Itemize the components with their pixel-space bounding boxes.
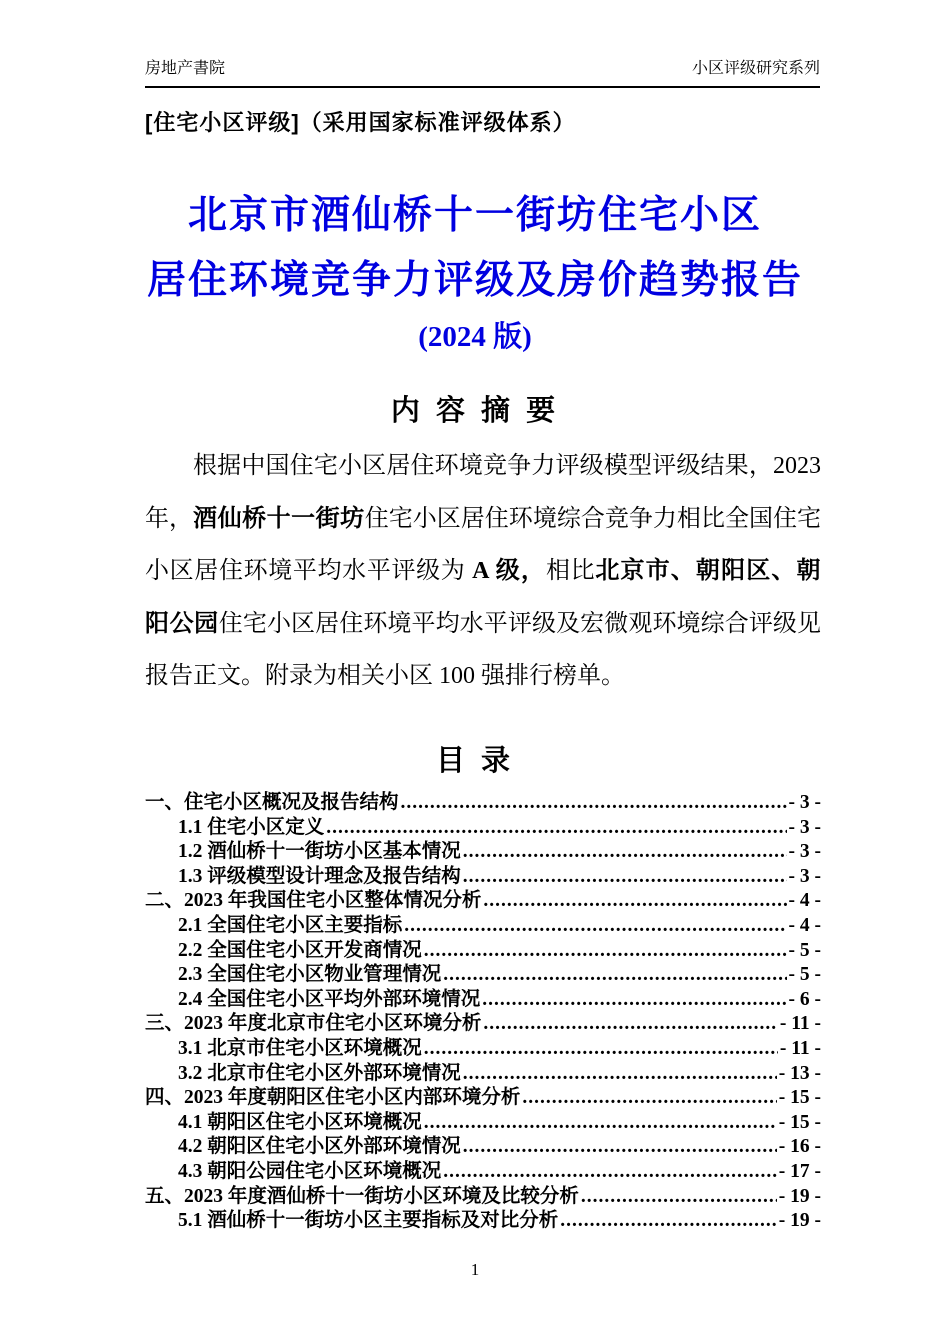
toc-dot-leader: [443, 964, 786, 986]
toc-item-label: 5.1 酒仙桥十一街坊小区主要指标及对比分析: [178, 1210, 559, 1232]
page-number: 1: [470, 1260, 480, 1279]
toc-item: [145, 1007, 821, 1035]
toc-item-label: 1.3 评级模型设计理念及报告结构: [178, 865, 461, 887]
toc-dot-leader: [560, 1210, 776, 1232]
toc-dot-leader: [424, 940, 787, 962]
toc-item-page: - 15 -: [778, 1111, 821, 1133]
toc-item: [145, 786, 821, 811]
toc-item-page: - 15 -: [778, 1087, 821, 1109]
toc-item-label: 3.2 北京市住宅小区外部环境情况: [178, 1062, 461, 1084]
summary-heading: 内 容 摘 要: [390, 395, 560, 427]
toc-item: [145, 884, 821, 912]
toc-item-page: - 3 -: [788, 816, 821, 838]
toc-item-label: 五、2023 年度酒仙桥十一街坊小区环境及比较分析: [145, 1185, 579, 1207]
toc-item-label: 2.3 全国住宅小区物业管理情况: [178, 964, 442, 986]
toc-dot-leader: [483, 890, 786, 912]
toc-item-page: - 5 -: [788, 964, 821, 986]
toc-item-page: - 11 -: [779, 1037, 821, 1059]
toc-item: [145, 1057, 821, 1082]
running-header: [145, 58, 820, 88]
toc-item: [145, 909, 821, 934]
toc-item-label: 4.3 朝阳公园住宅小区环境概况: [178, 1160, 442, 1182]
toc-item-page: - 5 -: [788, 939, 821, 961]
toc-item-label: 1.1 住宅小区定义: [178, 816, 325, 838]
report-title-line2: 居住环境竞争力评级及房价趋势报告: [146, 259, 803, 302]
toc-item: [145, 835, 821, 863]
toc-item: [145, 1081, 821, 1109]
toc-item-page: - 19 -: [778, 1185, 821, 1207]
toc-list: [145, 786, 821, 1232]
toc-item: [145, 958, 821, 986]
toc-item-label: 二、2023 年我国住宅小区整体情况分析: [145, 890, 482, 912]
toc-item: [145, 934, 821, 959]
toc-item: [145, 1106, 821, 1131]
summary-bold-text: 酒仙桥十一街坊: [193, 505, 365, 532]
toc-item-label: 1.2 酒仙桥十一街坊小区基本情况: [178, 841, 461, 863]
toc-item-label: 2.4 全国住宅小区平均外部环境情况: [178, 988, 481, 1010]
toc-item: [145, 811, 821, 836]
toc-item: [145, 1180, 821, 1205]
summary-text: 住宅小区居住环境平均水平评级及宏微观环境综合评级见报告正文。附录为相关小区 100 强排行榜单。: [145, 610, 822, 689]
toc-item: [145, 1204, 821, 1232]
toc-item-label: 3.1 北京市住宅小区环境概况: [178, 1037, 422, 1059]
header-left-text: 房地产書院: [145, 60, 226, 77]
report-edition: (2024 版): [418, 321, 532, 353]
toc-dot-leader: [522, 1087, 776, 1109]
summary-paragraph: [145, 440, 821, 703]
toc-item-label: 4.1 朝阳区住宅小区环境概况: [178, 1111, 422, 1133]
toc-item-page: - 13 -: [778, 1062, 821, 1084]
toc-item-page: - 6 -: [788, 988, 821, 1010]
toc-heading: 目 录: [435, 745, 515, 777]
toc-item-label: 2.2 全国住宅小区开发商情况: [178, 939, 422, 961]
toc-dot-leader: [424, 1038, 778, 1060]
toc-item-page: - 4 -: [788, 914, 821, 936]
toc-dot-leader: [463, 1136, 777, 1158]
toc-item-label: 三、2023 年度北京市住宅小区环境分析: [145, 1013, 482, 1035]
report-title-line1: 北京市酒仙桥十一街坊住宅小区: [187, 194, 762, 237]
toc-dot-leader: [581, 1186, 777, 1208]
header-right-text: 小区评级研究系列: [691, 60, 820, 77]
summary-bold-text: A 级，: [472, 558, 547, 584]
toc-dot-leader: [424, 1112, 777, 1134]
toc-item-page: - 4 -: [788, 890, 821, 912]
toc-item-page: - 17 -: [778, 1160, 821, 1182]
toc-item-label: 一、住宅小区概况及报告结构: [145, 792, 399, 813]
toc-item: [145, 983, 821, 1008]
toc-dot-leader: [404, 915, 786, 937]
toc-dot-leader: [483, 1013, 777, 1035]
toc-dot-leader: [463, 866, 787, 888]
toc-dot-leader: [482, 989, 786, 1011]
toc-item-page: - 3 -: [788, 841, 821, 863]
toc-item: [145, 1155, 821, 1180]
toc-item-label: 四、2023 年度朝阳区住宅小区内部环境分析: [145, 1087, 521, 1109]
toc-item-page: - 3 -: [788, 792, 821, 813]
toc-item: [145, 1032, 821, 1057]
toc-item-label: 2.1 全国住宅小区主要指标: [178, 914, 403, 936]
toc-item-page: - 19 -: [778, 1210, 821, 1232]
rating-system-subtitle: [住宅小区评级]（采用国家标准评级体系）: [145, 110, 576, 135]
toc-item: [145, 860, 821, 885]
toc-item: [145, 1130, 821, 1158]
toc-item-page: - 11 -: [779, 1013, 821, 1035]
toc-item-label: 4.2 朝阳区住宅小区外部环境情况: [178, 1136, 461, 1158]
report-title: [0, 183, 950, 358]
summary-text: 住宅小区居住环境综合竞争力相比全国住宅小区居住环境平均水平评级为: [145, 505, 822, 584]
toc-dot-leader: [463, 841, 787, 863]
summary-bold-text: 北京市、朝阳区、朝阳公园: [145, 558, 822, 637]
summary-text: 根据中国住宅小区居住环境竞争力评级模型评级结果，2023 年，: [145, 453, 821, 532]
toc-item-page: - 3 -: [788, 865, 821, 887]
summary-text: 相比: [546, 558, 596, 584]
toc-dot-leader: [401, 792, 787, 814]
toc-item-page: - 16 -: [778, 1136, 821, 1158]
